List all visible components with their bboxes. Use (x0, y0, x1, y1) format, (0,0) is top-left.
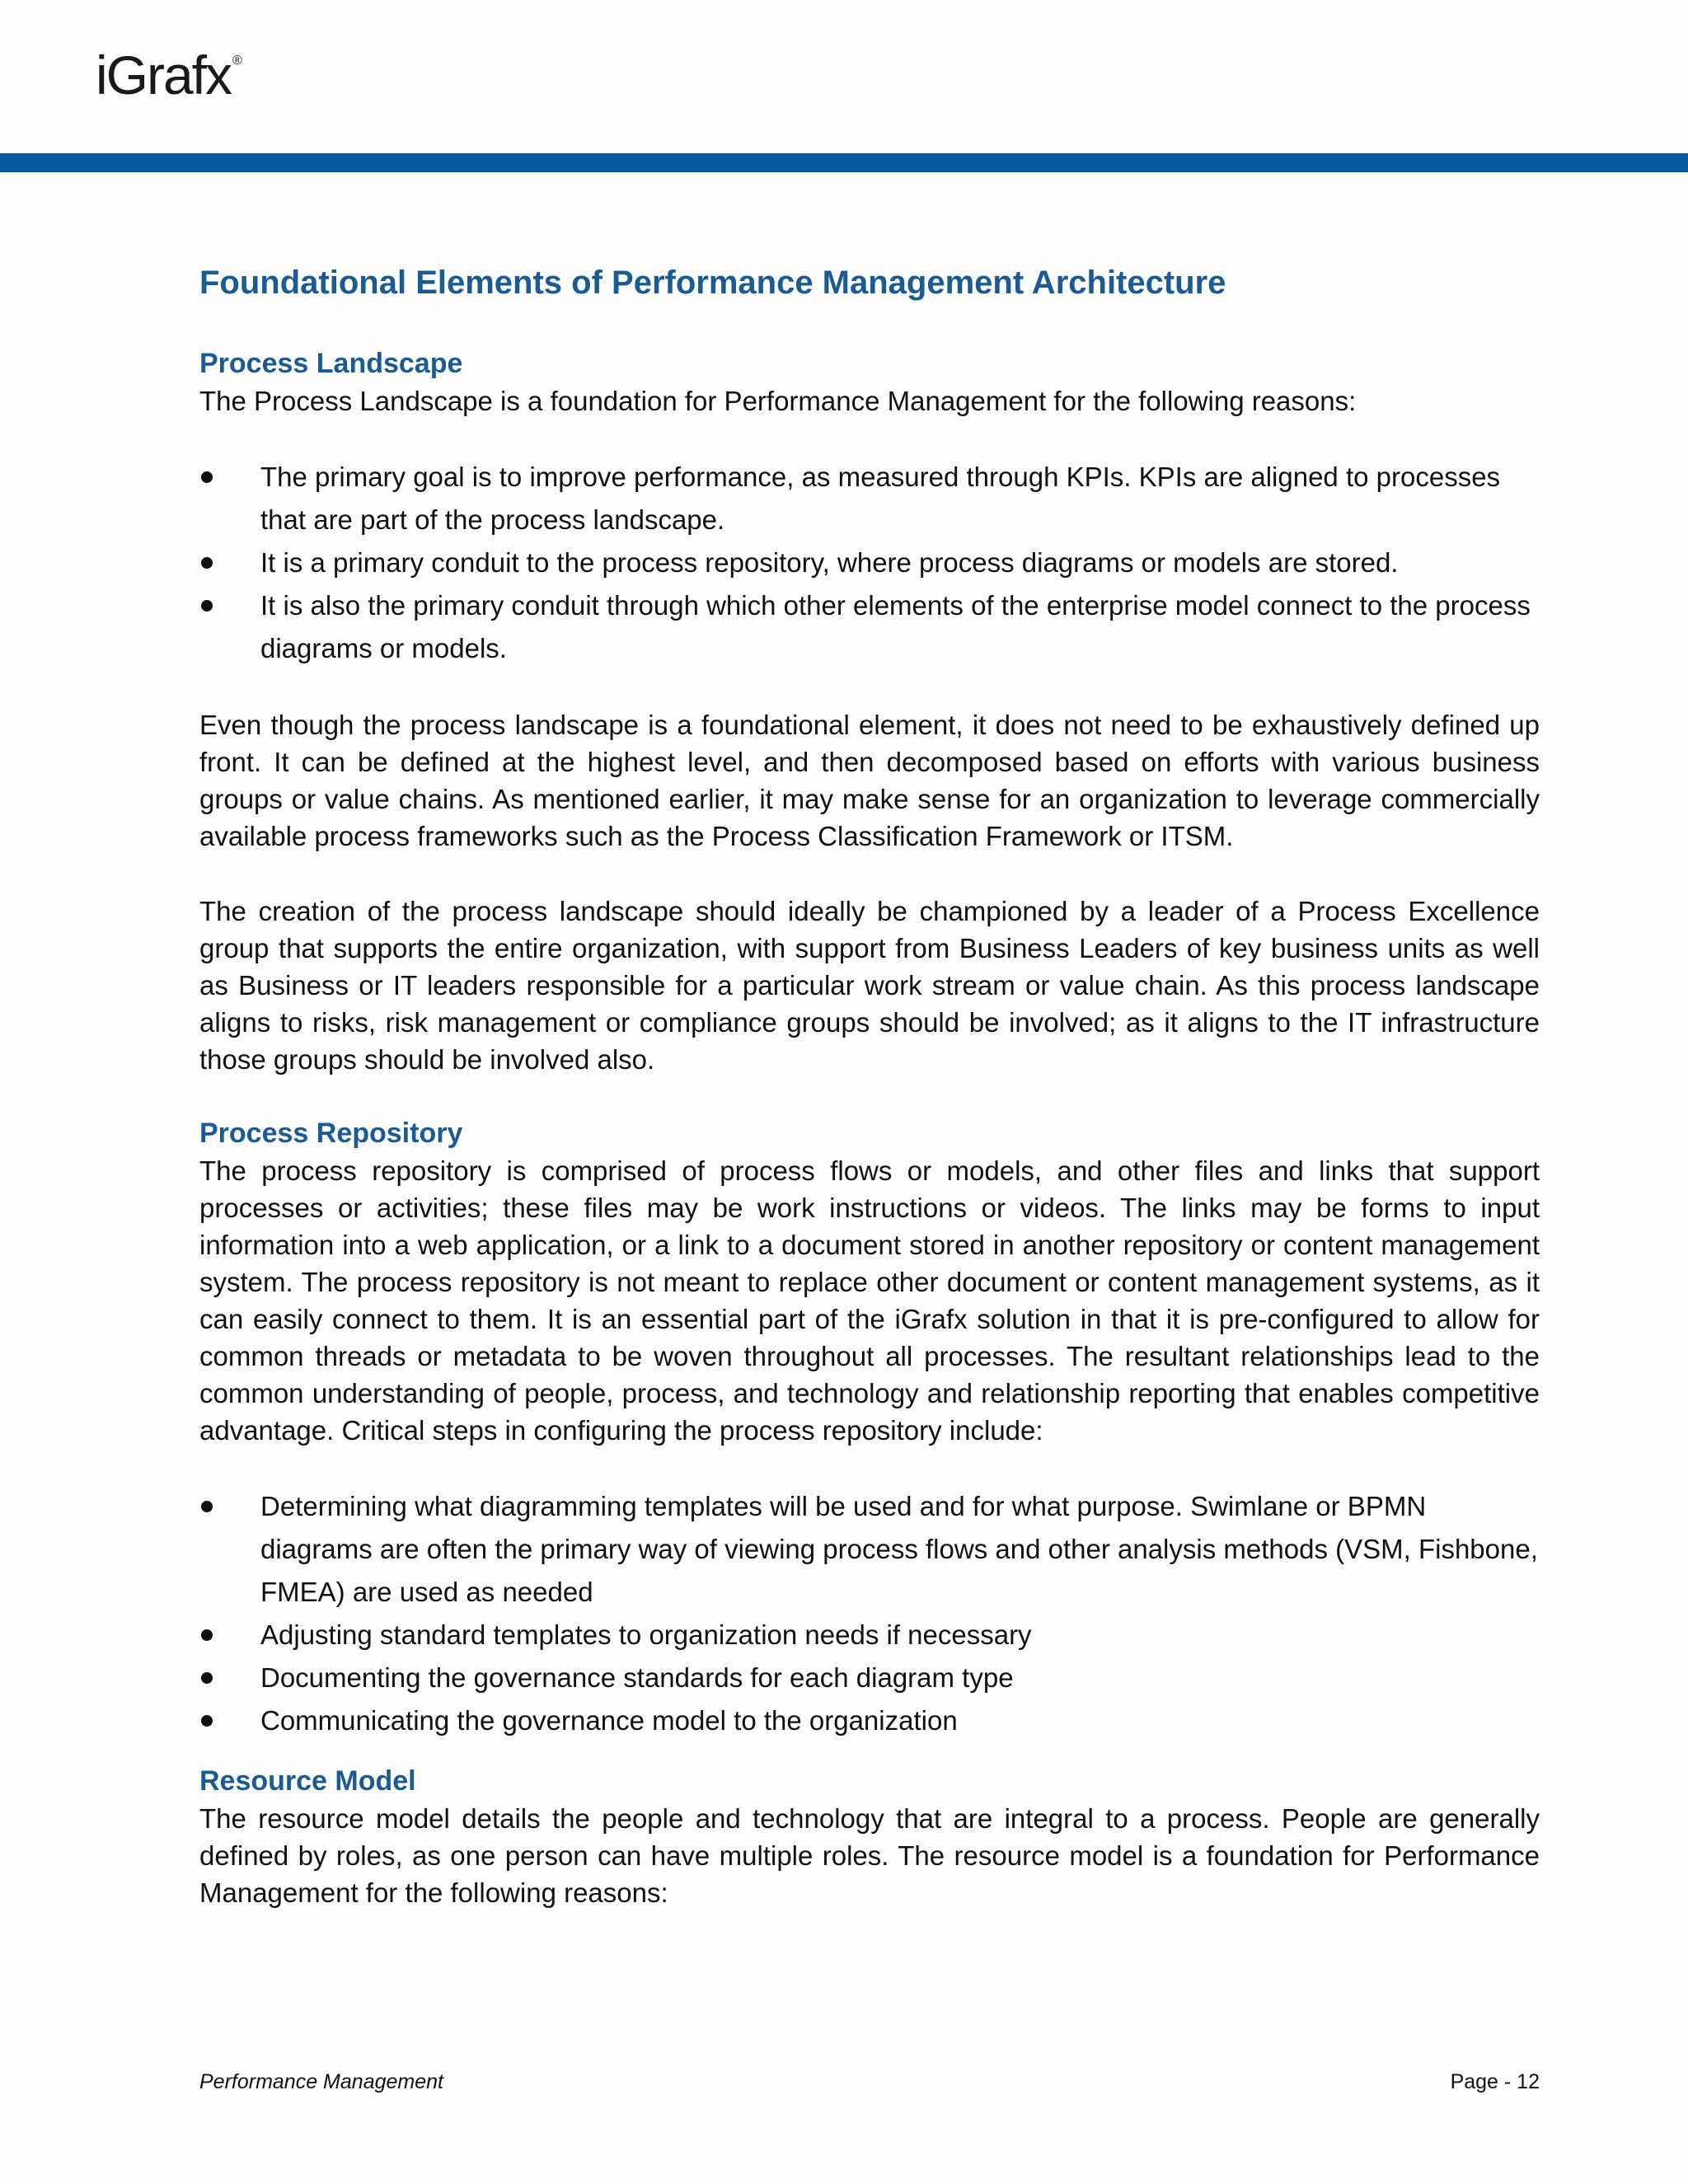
list-item: It is a primary conduit to the process repository, where process diagrams or models are stored. (199, 541, 1540, 584)
page-title: Foundational Elements of Performance Management Architecture (199, 265, 1226, 301)
list-item: Adjusting standard templates to organization needs if necessary (199, 1614, 1540, 1657)
list-item: Communicating the governance model to the organization (199, 1699, 1540, 1742)
bullet-icon (201, 600, 213, 612)
list-item: Documenting the governance standards for each diagram type (199, 1657, 1540, 1699)
section-intro: The resource model details the people and technology that are integral to a process. People are generally defined by roles, as one person can have multiple roles. The resource model is a foundation for Performance Management for the following reasons: (199, 1803, 1540, 1908)
section-heading-resource-model: Resource Model (199, 1765, 416, 1797)
bullet-icon (201, 1629, 213, 1641)
bullet-icon (201, 471, 213, 483)
igrafx-logo (96, 45, 242, 105)
bullet-icon (201, 1501, 213, 1512)
bullet-icon (201, 1672, 213, 1684)
bullet-icon (201, 1715, 213, 1727)
bullet-list (199, 456, 1540, 670)
section-intro: The process repository is comprised of process flows or models, and other files and links that support processes or activities; these files may be work instructions or videos. The links may be forms to input information into a web application, or a link to a document stored in another repository or content management system. The process repository is not meant to replace other document or content management systems, as it can easily connect to them. It is an essential part of the iGrafx solution in that it is pre-configured to allow for common threads or metadata to be woven throughout all processes. The resultant relationships lead to the common understanding of people, process, and technology and relationship reporting that enables competitive advantage. Critical steps in configuring the process repository include: (199, 1155, 1540, 1446)
footer-doc-title: Performance Management (199, 2070, 443, 2093)
section-heading-process-landscape: Process Landscape (199, 348, 463, 379)
paragraph: Even though the process landscape is a foundational element, it does not need to be exhaustively defined up front. It can be defined at the highest level, and then decomposed based on efforts with various business groups or value chains. As mentioned earlier, it may make sense for an organization to leverage commercially available process frameworks such as the Process Classification Framework or ITSM. (199, 710, 1540, 851)
list-item: The primary goal is to improve performance, as measured through KPIs. KPIs are aligned to processes that are part of the process landscape. (199, 456, 1540, 541)
section-heading-process-repository: Process Repository (199, 1118, 463, 1149)
section-intro: The Process Landscape is a foundation for Performance Management for the following reasons: (199, 386, 1357, 416)
registered-mark: ® (232, 54, 242, 68)
bullet-list (199, 1485, 1540, 1742)
list-item: Determining what diagramming templates will be used and for what purpose. Swimlane or BPMN diagrams are often the primary way of viewing process flows and other analysis methods (VSM, Fishbone, FMEA) are used as needed (199, 1485, 1540, 1614)
logo-text: iGrafx (96, 45, 232, 105)
footer-page-number: Page - 12 (1450, 2070, 1540, 2093)
header-bar (0, 153, 1688, 172)
paragraph: The creation of the process landscape should ideally be championed by a leader of a Process Excellence group that supports the entire organization, with support from Business Leaders of key business units as well as Business or IT leaders responsible for a particular work stream or value chain. As this process landscape aligns to risks, risk management or compliance groups should be involved; as it aligns to the IT infrastructure those groups should be involved also. (199, 896, 1540, 1075)
document-body (199, 259, 1540, 1911)
list-item: It is also the primary conduit through which other elements of the enterprise model connect to the process diagrams or models. (199, 584, 1540, 670)
bullet-icon (201, 557, 213, 569)
